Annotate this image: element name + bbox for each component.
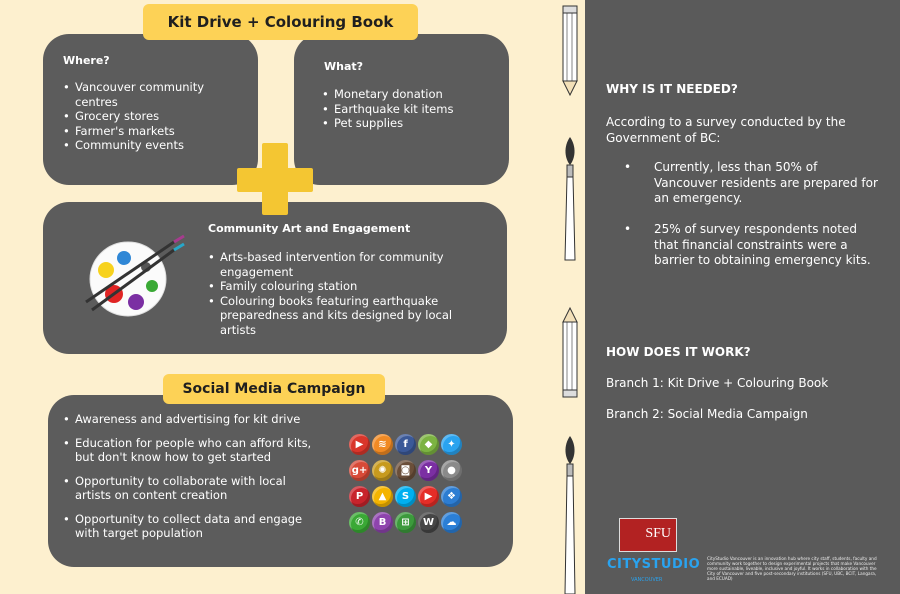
sfu-logo [619, 518, 677, 552]
list-item: • Arts-based intervention for community engagement [208, 250, 473, 279]
blogger-icon: B [372, 512, 393, 533]
soundcloud-icon: ☁ [441, 512, 462, 533]
bullet-dot: • [624, 160, 632, 174]
list-item: • Family colouring station [208, 279, 473, 294]
paint-palette-icon [78, 224, 188, 324]
dropbox-icon: ❖ [441, 486, 462, 507]
paintbrush-icon [555, 434, 585, 594]
what-list [322, 87, 502, 131]
where-list [63, 80, 248, 153]
list-item: • Colouring books featuring earthquake preparedness and kits designed by local artists [208, 294, 473, 338]
list-item: • Grocery stores [63, 109, 248, 124]
list-item: • Farmer's markets [63, 124, 248, 139]
skype-icon: S [395, 486, 416, 507]
pencil-icon [555, 305, 585, 400]
instagram-icon: ◙ [395, 460, 416, 481]
branch-two: Branch 2: Social Media Campaign [606, 407, 808, 421]
community-art-heading: Community Art and Engagement [208, 222, 411, 235]
intro-text: According to a survey conducted by the Government of BC: [606, 115, 846, 145]
list-item: • Opportunity to collaborate with local artists on content creation [63, 474, 323, 503]
bullet-dot: • [624, 222, 632, 236]
where-panel [43, 34, 258, 185]
yahoo-icon: Y [418, 460, 439, 481]
social-icons-grid [349, 434, 489, 538]
whatsapp-icon: ✆ [349, 512, 370, 533]
twitter-icon: ✦ [441, 434, 462, 455]
citystudio-logo: CITYSTUDIO [607, 557, 701, 572]
wordpress-icon: W [418, 512, 439, 533]
what-panel [294, 34, 509, 185]
list-item: • Pet supplies [322, 116, 502, 131]
list-item: • Opportunity to collect data and engage with target population [63, 512, 323, 541]
where-heading: Where? [63, 54, 110, 67]
list-item: • Earthquake kit items [322, 102, 502, 117]
google-plus-icon: g+ [349, 460, 370, 481]
sfu-logo-text: SFU [645, 526, 671, 541]
rss-icon: ≋ [372, 434, 393, 455]
list-item: • Education for people who can afford kits, but don't know how to get started [63, 436, 323, 465]
pinterest-icon: P [349, 486, 370, 507]
citystudio-sub: VANCOUVER [631, 577, 663, 583]
branch-one: Branch 1: Kit Drive + Colouring Book [606, 376, 829, 390]
community-art-list [208, 250, 473, 337]
paintbrush-icon [555, 135, 585, 265]
youtube-icon: ▶ [349, 434, 370, 455]
how-heading: HOW DOES IT WORK? [606, 345, 751, 359]
apple-icon: ● [441, 460, 462, 481]
community-art-panel [43, 202, 507, 354]
picasa-icon: ✺ [372, 460, 393, 481]
social-media-list [63, 412, 323, 541]
facebook-icon: f [395, 434, 416, 455]
android-icon: ◆ [418, 434, 439, 455]
list-item: • Community events [63, 138, 248, 153]
list-item: • Awareness and advertising for kit drive [63, 412, 323, 427]
point-text: Currently, less than 50% of Vancouver residents are prepared for an emergency. [654, 160, 878, 205]
windows-icon: ⊞ [395, 512, 416, 533]
footer-text: CityStudio Vancouver is an innovation hub where city staff, students, faculty and community work together to design experimental projects that make Vancouver more sustainable, liveable, inclusive and joyful. It works in collaboration with the City of Vancouver and five post-secondary institutions (SFU, UBC, BCIT, Langara, and ECUAD) [707, 556, 877, 581]
pencil-icon [555, 3, 585, 98]
youtube-play-icon: ▶ [418, 486, 439, 507]
list-item: • Vancouver community centres [63, 80, 248, 109]
list-item: • Monetary donation [322, 87, 502, 102]
google-drive-icon: ▲ [372, 486, 393, 507]
why-heading: WHY IS IT NEEDED? [606, 82, 738, 96]
point-text: 25% of survey respondents noted that financial constraints were a barrier to obtaining emergency kits. [654, 222, 871, 267]
plus-icon-bar [237, 168, 313, 192]
social-media-title: Social Media Campaign [163, 374, 385, 404]
kit-drive-title: Kit Drive + Colouring Book [143, 4, 418, 40]
what-heading: What? [324, 60, 364, 73]
